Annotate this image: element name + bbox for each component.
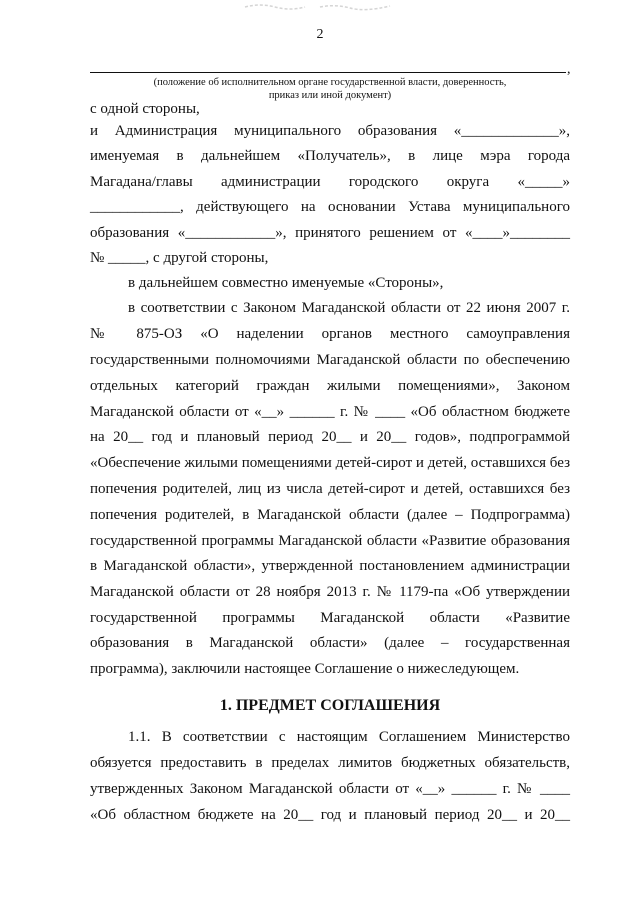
text-line: Магаданской области от 28 ноября 2013 г. № 1179-па «Об утверждении <box>90 584 570 600</box>
text-line: отдельных категорий граждан жилыми помещениями», Законом <box>90 378 570 394</box>
text-line: попечения родителей, в Магаданской области (далее – Подпрограмма) <box>90 507 570 523</box>
text-line: ____________, действующего на основании Устава муниципального <box>90 199 570 215</box>
page-number: 2 <box>316 27 324 42</box>
text-line: «Обеспечение жилыми помещениями детей-сирот и детей, оставшихся без <box>90 455 570 471</box>
text-line: государственной программы Магаданской области «Развитие образования <box>90 533 570 549</box>
text-line: образования «____________», принятого решением от «____»________ <box>90 225 570 241</box>
text-line: «Об областном бюджете на 20__ год и плановый период 20__ и 20__ <box>90 807 570 823</box>
text-line: программа), заключили настоящее Соглашение о нижеследующем. <box>90 661 520 677</box>
text-line: Магаданской области от «__» ______ г. № ____ «Об областном бюджете <box>90 404 570 420</box>
text-line: в дальнейшем совместно именуемые «Стороны», <box>128 275 444 291</box>
text-line: попечения родителей, лиц из числа детей-сирот и детей, оставшихся без <box>90 481 570 497</box>
text-line: и Администрация муниципального образования «_____________», <box>90 123 570 139</box>
text-line: № 875-ОЗ «О наделении органов местного самоуправления <box>90 326 570 342</box>
text-line: в соответствии с Законом Магаданской области от 22 июня 2007 г. <box>128 300 570 316</box>
signature-blank-line <box>90 72 566 73</box>
text-line: Магадана/главы администрации городского округа «_____» <box>90 174 570 190</box>
text-line: с одной стороны, <box>90 101 200 117</box>
blank-line-caption <box>90 76 570 102</box>
text-line: образования в Магаданской области» (далее – государственная <box>90 635 570 651</box>
text-line: 1.1. В соответствии с настоящим Соглашением Министерство <box>128 729 570 745</box>
caption-line: приказ или иной документ) <box>268 90 392 101</box>
text-line: № _____, с другой стороны, <box>90 250 269 266</box>
signature-line-comma: , <box>567 62 571 77</box>
caption-line: (положение об исполнительном органе государственной власти, доверенность, <box>153 77 507 88</box>
text-line: в Магаданской области», утвержденной постановлением администрации <box>90 558 570 574</box>
text-line: на 20__ год и плановый период 20__ и 20__ годов», подпрограммой <box>90 429 570 445</box>
text-line: обязуется предоставить в пределах лимитов бюджетных обязательств, <box>90 755 570 771</box>
section-heading: 1. ПРЕДМЕТ СОГЛАШЕНИЯ <box>219 697 441 714</box>
text-line: именуемая в дальнейшем «Получатель», в лице мэра города <box>90 148 570 164</box>
scan-artifact <box>240 2 400 12</box>
text-line: государственной программы Магаданской области «Развитие <box>90 610 570 626</box>
text-line: утвержденных Законом Магаданской области от «__» ______ г. № ____ <box>90 781 570 797</box>
text-line: государственными полномочиями Магаданской области по обеспечению <box>90 352 570 368</box>
